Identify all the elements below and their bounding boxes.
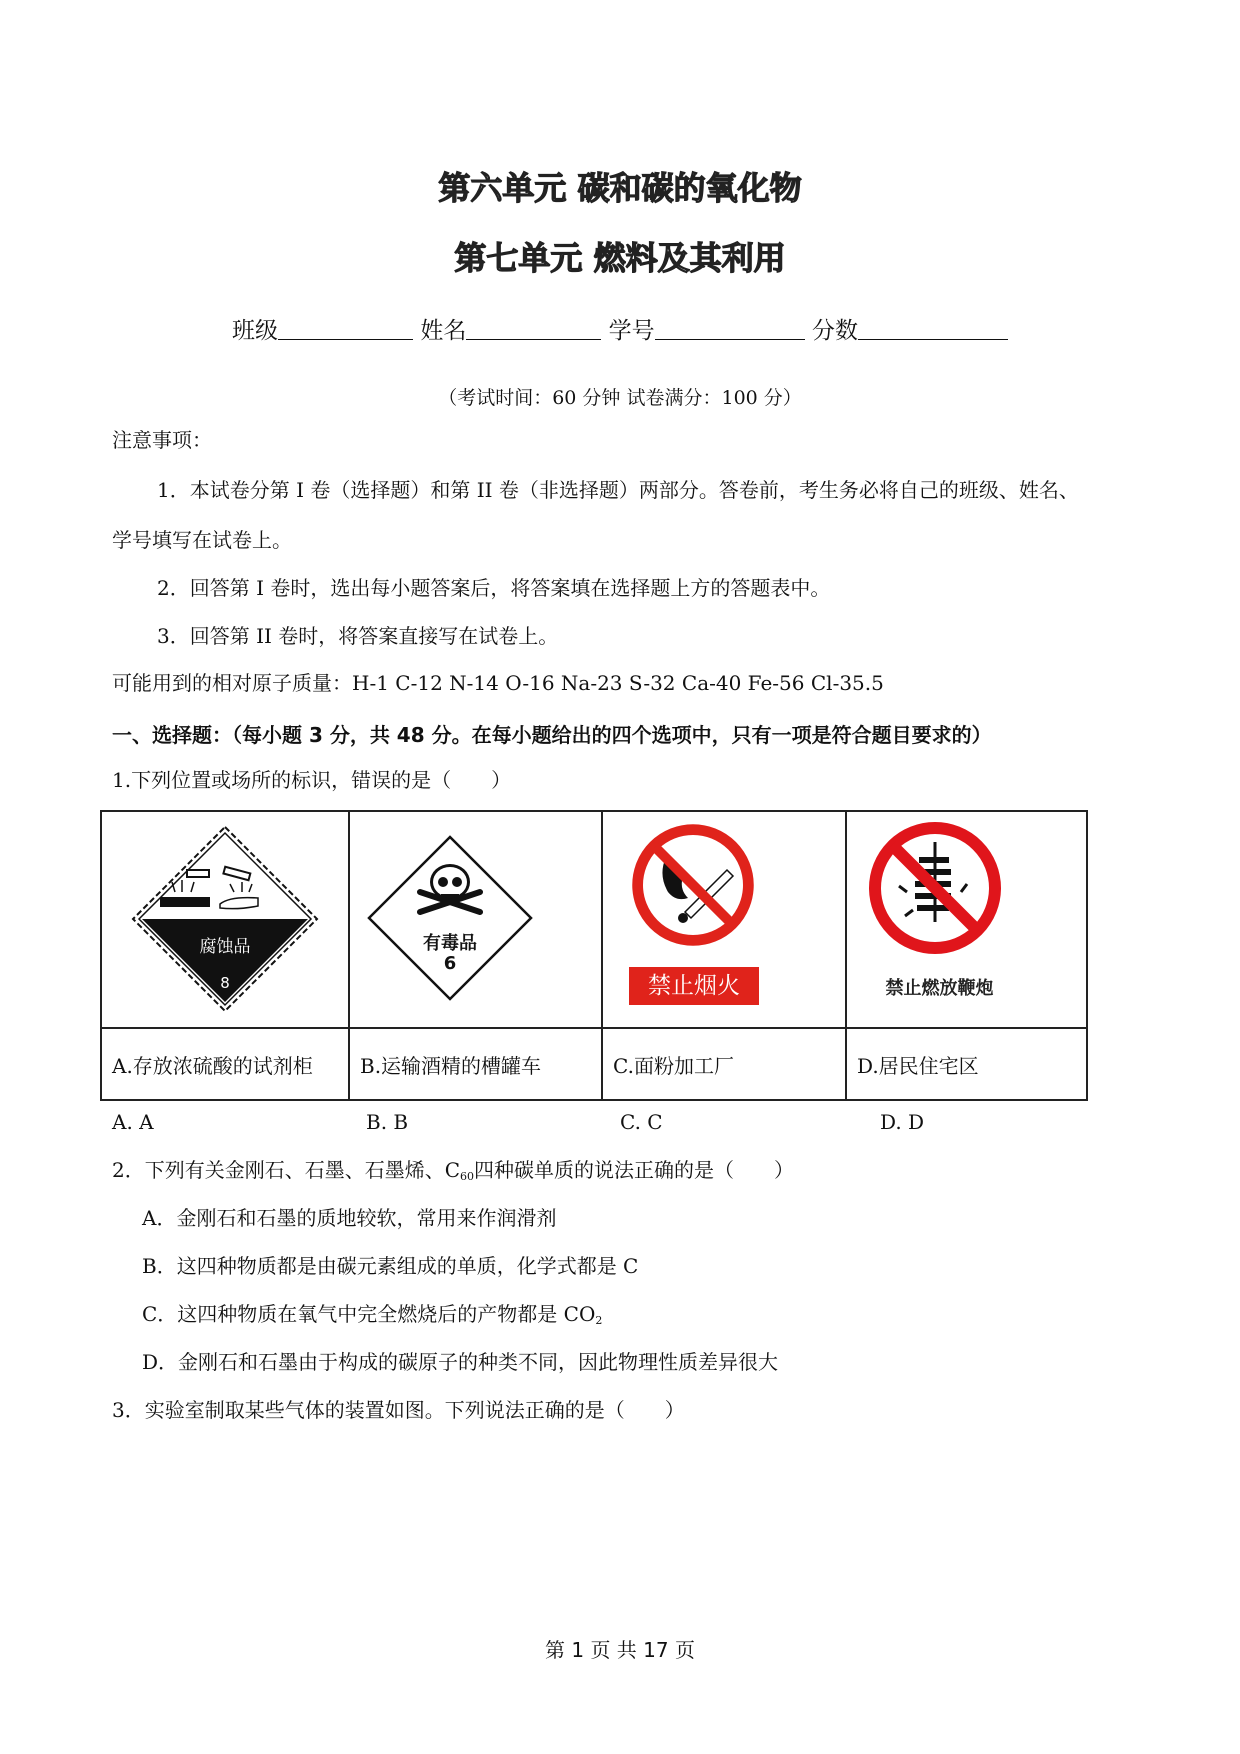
sign-cell-b: [349, 811, 602, 1028]
no-fire-sign-text: 禁止烟火: [629, 967, 759, 1005]
score-blank: [858, 317, 1008, 340]
q2-option-d[interactable]: D．金刚石和石墨由于构成的碳原子的种类不同，因此物理性质差异很大: [142, 1350, 779, 1374]
q3-stem: 3．实验室制取某些气体的装置如图。下列说法正确的是（ ）: [112, 1398, 685, 1422]
corrosive-hazard-sign-icon: [102, 812, 348, 1027]
corrosive-sign-text: 腐蚀品: [199, 937, 251, 957]
q2-option-c-subscript: 2: [595, 1314, 603, 1327]
q1-stem: 1.下列位置或场所的标识，错误的是（ ）: [112, 768, 512, 792]
q2-option-b[interactable]: B．这四种物质都是由碳元素组成的单质，化学式都是 C: [142, 1254, 639, 1278]
student-id-label: 学号: [608, 318, 655, 344]
note-item-1: 1．本试卷分第 I 卷（选择题）和第 II 卷（非选择题）两部分。答卷前，考生务必将自己的班级、姓名、: [157, 478, 1079, 502]
title-unit-7: 第七单元 燃料及其利用: [454, 239, 786, 277]
sign-cell-c: [602, 811, 846, 1028]
sign-cell-a: [101, 811, 349, 1028]
no-firecrackers-sign-text: 禁止燃放鞭炮: [885, 978, 994, 999]
q1-option-b[interactable]: B. B: [366, 1110, 409, 1134]
name-blank: [466, 317, 601, 340]
title-unit-6: 第六单元 碳和碳的氧化物: [438, 169, 802, 207]
score-label: 分数: [811, 318, 858, 344]
page-number: 第 1 页 共 17 页: [545, 1638, 695, 1662]
atomic-masses: 可能用到的相对原子质量：H-1 C-12 N-14 O-16 Na-23 S-32 Ca-40 Fe-56 Cl-35.5: [112, 671, 884, 695]
sign-label-b: B.运输酒精的槽罐车: [349, 1028, 602, 1100]
q1-sign-table: [100, 810, 1088, 1101]
toxic-sign-text: 有毒品: [423, 933, 477, 954]
corrosive-sign-number: 8: [220, 974, 230, 992]
class-blank: [278, 317, 413, 340]
q1-option-d[interactable]: D. D: [880, 1110, 925, 1134]
q2-option-c[interactable]: [142, 1300, 602, 1335]
q1-option-c[interactable]: C. C: [620, 1110, 663, 1134]
q2-option-a[interactable]: A．金刚石和石墨的质地较软，常用来作润滑剂: [142, 1206, 557, 1230]
notes-heading: 注意事项：: [112, 428, 212, 452]
section-choice-title: 一、选择题：（每小题 3 分，共 48 分。在每小题给出的四个选项中，只有一项是符合题目要求的）: [112, 723, 992, 747]
toxic-sign-number: 6: [443, 953, 457, 974]
note-item-2: 2．回答第 I 卷时，选出每小题答案后，将答案填在选择题上方的答题表中。: [157, 576, 831, 600]
student-info-line: [0, 312, 1240, 345]
sign-label-a: A.存放浓硫酸的试剂柜: [101, 1028, 349, 1100]
class-label: 班级: [232, 318, 279, 344]
exam-info: （考试时间：60 分钟 试卷满分：100 分）: [438, 387, 802, 409]
student-id-blank: [655, 317, 805, 340]
q2-stem-subscript: 60: [460, 1170, 475, 1183]
q2-stem: [112, 1156, 794, 1191]
sign-cell-d: [846, 811, 1087, 1028]
q2-stem-part2: 四种碳单质的说法正确的是（ ）: [474, 1158, 795, 1182]
toxic-hazard-sign-icon: [350, 812, 601, 1027]
note-item-3: 3．回答第 II 卷时，将答案直接写在试卷上。: [157, 624, 559, 648]
note-item-1-cont: 学号填写在试卷上。: [112, 528, 292, 552]
name-label: 姓名: [420, 318, 467, 344]
q2-stem-part1: 2．下列有关金刚石、石墨、石墨烯、C: [112, 1158, 461, 1182]
sign-label-d: D.居民住宅区: [846, 1028, 1087, 1100]
q2-option-c-text: C．这四种物质在氧气中完全燃烧后的产物都是 CO: [142, 1302, 596, 1326]
sign-label-c: C.面粉加工厂: [602, 1028, 846, 1100]
q1-option-a[interactable]: A. A: [112, 1110, 154, 1134]
